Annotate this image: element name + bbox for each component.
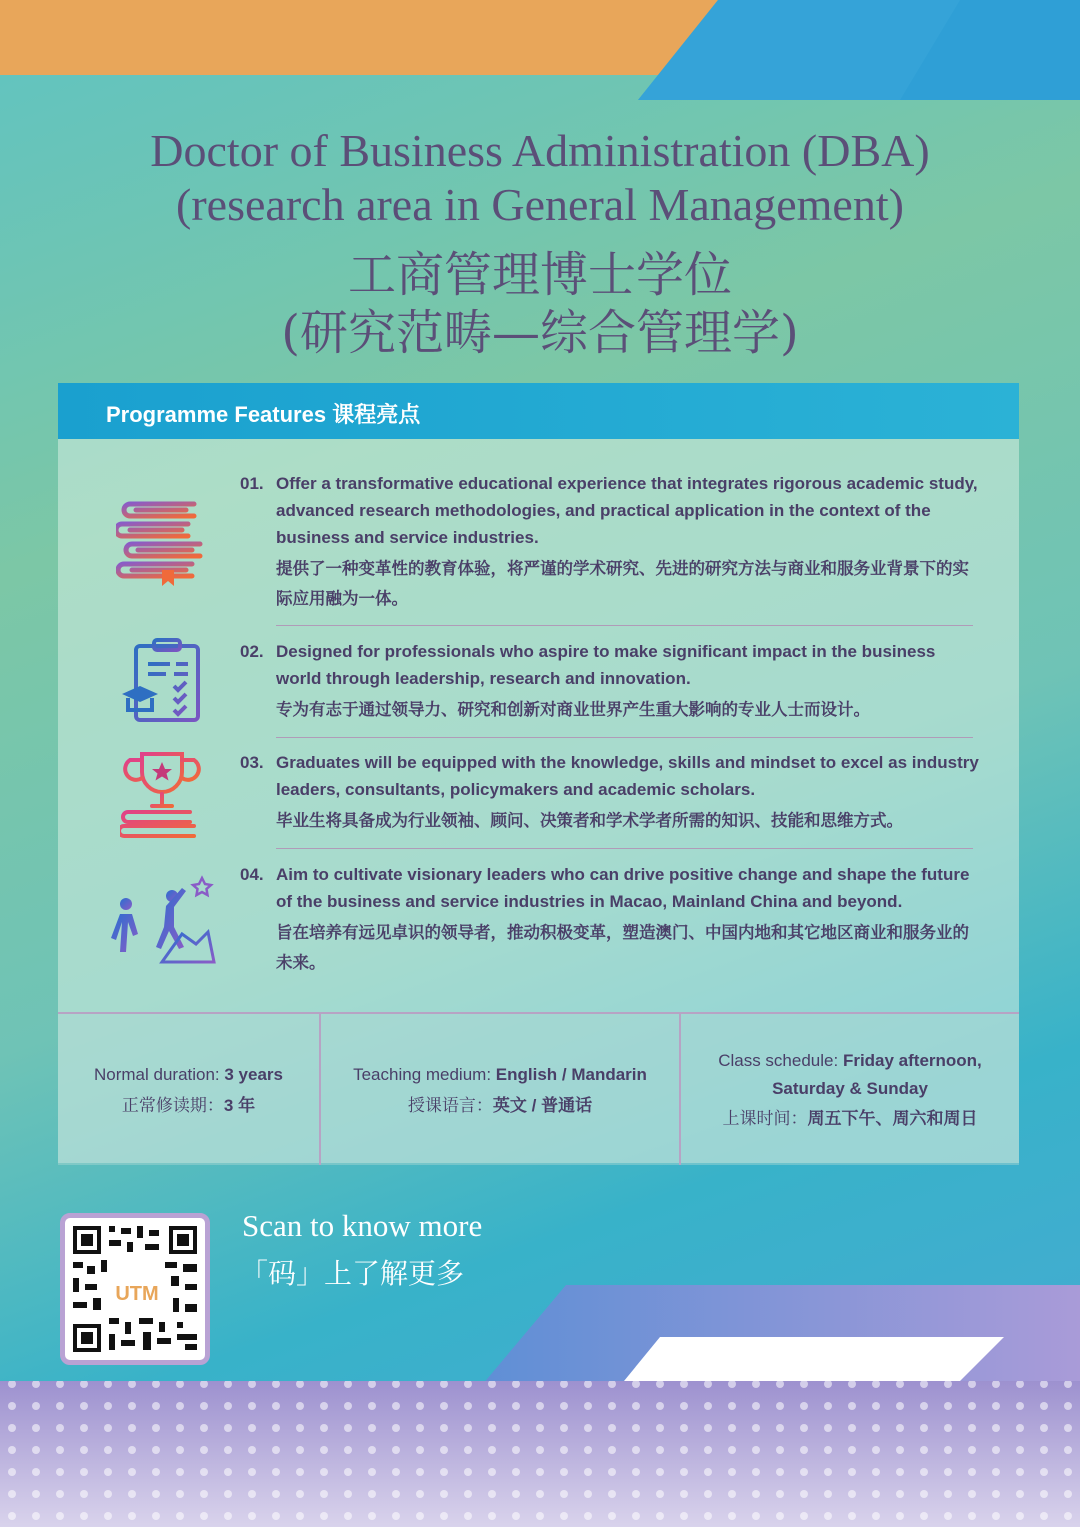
teaching-medium-cell [321, 1014, 679, 1165]
scan-text-zh: 「码」上了解更多 [240, 1257, 465, 1290]
medium-value: English / Mandarin [495, 1064, 647, 1084]
medium-zh-label: 授课语言： [407, 1095, 493, 1115]
feature-text-zh: 专为有志于通过领导力、研究和创新对商业世界产生重大影响的专业人士而设计。 [276, 701, 870, 719]
title-zh-line2: (研究范畴—综合管理学) [281, 305, 799, 361]
schedule-value-1: Friday afternoon, [842, 1050, 982, 1070]
duration-label: Normal duration: [93, 1064, 225, 1084]
feature-separator [276, 848, 973, 849]
title-en-line1: Doctor of Business Administration (DBA) [150, 125, 930, 176]
medium-zh-value: 英文 / 普通话 [492, 1095, 593, 1115]
trophy-books-icon [120, 750, 204, 840]
features-header [58, 383, 1019, 439]
feature-text-zh: 提供了一种变革性的教育体验，将严谨的学术研究、先进的研究方法与商业和服务业背景下的实际应用融为一体。 [276, 560, 969, 608]
feature-item-2 [240, 638, 985, 725]
feature-separator [276, 737, 973, 738]
top-decoration [0, 0, 1080, 100]
feature-separator [276, 625, 973, 626]
books-icon [116, 498, 206, 588]
feature-text-en: Offer a transformative educational experience that integrates rigorous academic study, advanced research methodologies, and practical application in the context of the business and service industries. [276, 474, 978, 547]
title-en-line2: (research area in General Management) [176, 179, 904, 230]
feature-text-en: Designed for professionals who aspire to make significant impact in the business world through leadership, research and innovation. [276, 642, 936, 688]
title-zh-line1: 工商管理博士学位 [347, 247, 732, 303]
duration-zh-label: 正常修读期： [121, 1095, 224, 1115]
feature-text-zh: 旨在培养有远见卓识的领导者，推动积极变革，塑造澳门、中国内地和其它地区商业和服务业的未来。 [276, 924, 969, 972]
feature-text-en: Graduates will be equipped with the knowledge, skills and mindset to excel as industry leaders, consultants, policymakers and academic scholars. [276, 753, 979, 799]
programme-info-row [58, 1012, 1019, 1165]
schedule-label: Class schedule: [718, 1050, 843, 1070]
feature-item-4 [240, 861, 985, 978]
feature-number: 03. [240, 753, 264, 772]
duration-cell [58, 1014, 319, 1165]
medium-label: Teaching medium: [353, 1064, 496, 1084]
duration-value: 3 years [224, 1064, 283, 1084]
schedule-zh-value: 周五下午、周六和周日 [807, 1108, 978, 1128]
checklist-graduation-icon [118, 638, 204, 724]
feature-text-en: Aim to cultivate visionary leaders who can drive positive change and shape the future of the business and service industries in Macao, Mainland China and beyond. [276, 865, 970, 911]
climbing-people-icon [106, 874, 216, 966]
qr-logo-text: UTM [115, 1283, 159, 1305]
bottom-decoration [0, 1285, 1080, 1527]
feature-number: 02. [240, 642, 264, 661]
features-header-text: Programme Features 课程亮点 [106, 402, 421, 427]
scan-text-en: Scan to know more [242, 1208, 483, 1243]
feature-number: 04. [240, 865, 264, 884]
feature-item-1 [240, 470, 985, 614]
feature-number: 01. [240, 474, 264, 493]
schedule-cell [681, 1014, 1019, 1165]
schedule-value-2: Saturday & Sunday [772, 1078, 928, 1098]
schedule-zh-label: 上课时间： [722, 1108, 808, 1128]
feature-item-3 [240, 749, 985, 836]
feature-text-zh: 毕业生将具备成为行业领袖、顾问、决策者和学术学者所需的知识、技能和思维方式。 [276, 812, 903, 830]
duration-zh-value: 3 年 [223, 1095, 256, 1115]
